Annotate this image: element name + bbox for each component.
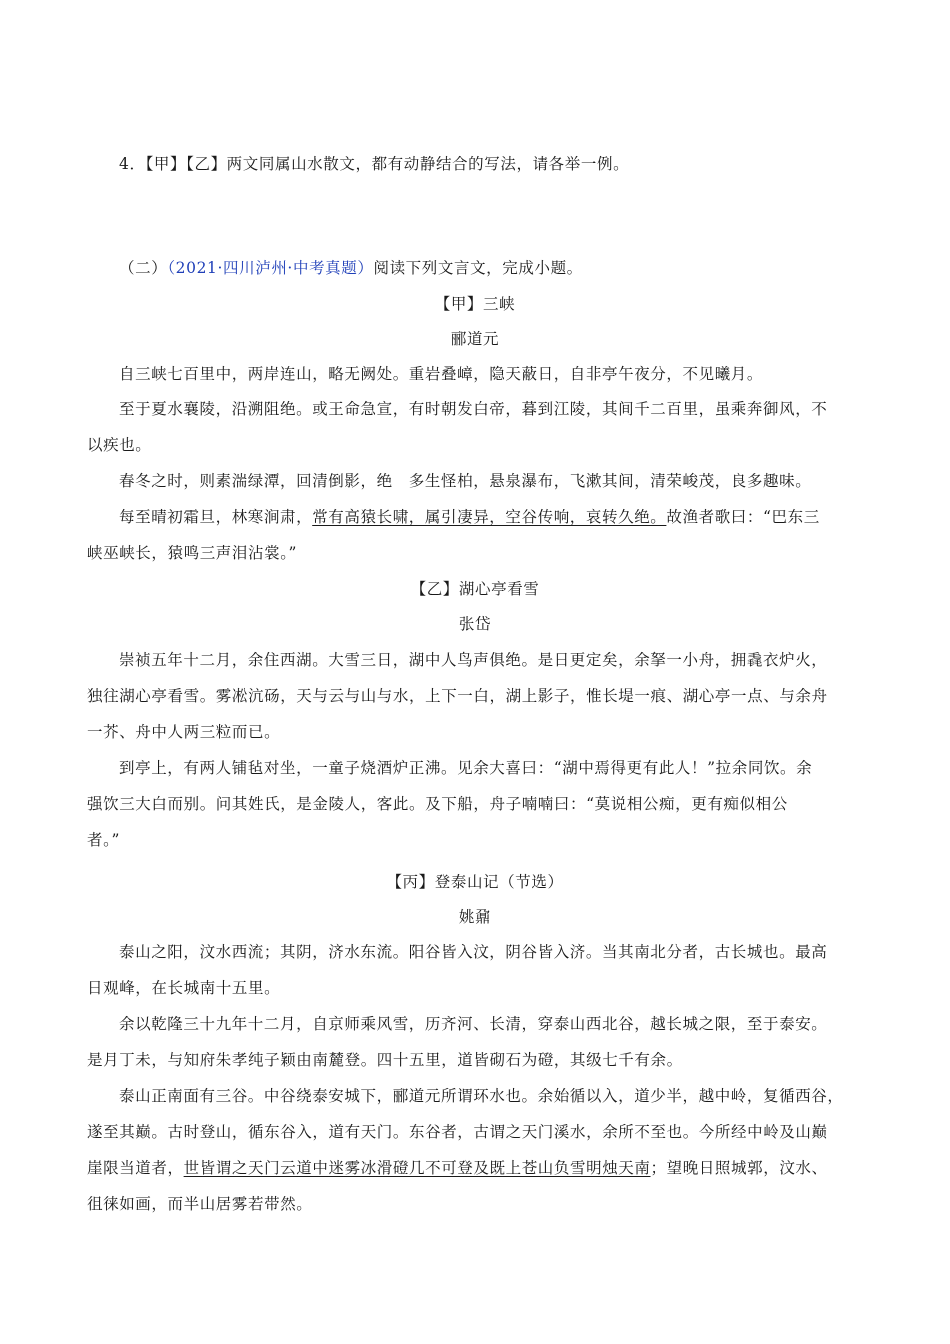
text-segment: 崖限当道者，: [87, 1159, 184, 1177]
question-number: 4．: [119, 155, 146, 173]
passage-a-title: 【甲】三峡: [434, 295, 516, 313]
passage-b-line: 到亭上，有两人铺毡对坐，一童子烧酒炉正沸。见余大喜曰：“湖中焉得更有此人！”拉余同饮。余: [119, 759, 813, 777]
text-segment: 故渔者歌曰：“巴东三: [666, 508, 820, 526]
passage-b-line: 强饮三大白而别。问其姓氏，是金陵人，客此。及下船，舟子喃喃曰：“莫说相公痴，更有痴似相公: [87, 795, 788, 813]
passage-c-line: 徂徕如画，而半山居雾若带然。: [87, 1195, 313, 1213]
section-prefix: （二）: [119, 259, 168, 277]
passage-c-line: 泰山之阳，汶水西流；其阴，济水东流。阳谷皆入汶，阴谷皆入济。当其南北分者，古长城也。最高: [119, 943, 828, 961]
text-segment: 每至晴初霜旦，林寒涧肃，: [119, 508, 313, 526]
question-4: [119, 154, 629, 174]
passage-b-line: 者。”: [87, 831, 120, 849]
passage-c-line: 遂至其巅。古时登山，循东谷入，道有天门。东谷者，古谓之天门溪水，余所不至也。今所经中岭及山巅: [87, 1123, 828, 1141]
passage-b-title: 【乙】湖心亭看雪: [410, 580, 540, 598]
source-link[interactable]: （2021·四川泸州·中考真题）: [167, 259, 374, 277]
passage-b-line: 独往湖心亭看雪。雾凇沆砀，天与云与山与水，上下一白，湖上影子，惟长堤一痕、湖心亭一点、与余舟: [87, 687, 828, 705]
passage-a-line: 以疾也。: [87, 436, 152, 454]
passage-a-line: 至于夏水襄陵，沿溯阻绝。或王命急宣，有时朝发白帝，暮到江陵，其间千二百里，虽乘奔御风，不: [119, 400, 828, 418]
text-segment: ；望晚日照城郭，汶水、: [650, 1159, 828, 1177]
passage-c-line-underlined: [87, 1158, 828, 1178]
section-instruction: 阅读下列文言文，完成小题。: [373, 259, 583, 277]
section-heading: [119, 258, 583, 278]
passage-b-author: 张岱: [458, 615, 492, 633]
passage-c-line: 日观峰，在长城南十五里。: [87, 979, 281, 997]
passage-a-line-underlined: [119, 507, 820, 527]
passage-b-line: 一芥、舟中人两三粒而已。: [87, 723, 281, 741]
passage-a-author: 郦道元: [450, 330, 500, 348]
passage-c-author: 姚鼐: [458, 908, 492, 926]
passage-b-line: 崇祯五年十二月，余住西湖。大雪三日，湖中人鸟声俱绝。是日更定矣，余拏一小舟，拥毳衣炉火，: [119, 651, 828, 669]
passage-c-line: 是月丁未，与知府朱孝纯子颖由南麓登。四十五里，道皆砌石为磴，其级七千有余。: [87, 1051, 683, 1069]
question-text: 【甲】【乙】两文同属山水散文，都有动静结合的写法，请各举一例。: [145, 155, 630, 173]
passage-a-line: 春冬之时，则素湍绿潭，回清倒影，绝 多生怪柏，悬泉瀑布，飞漱其间，清荣峻茂，良多趣味。: [119, 472, 812, 490]
passage-a-line: 自三峡七百里中，两岸连山，略无阙处。重岩叠嶂，隐天蔽日，自非亭午夜分，不见曦月。: [119, 365, 764, 383]
passage-c-title: 【丙】登泰山记（节选）: [386, 873, 564, 891]
passage-a-line: 峡巫峡长，猿鸣三声泪沾裳。”: [87, 544, 298, 562]
underlined-sentence: 世皆谓之天门云道中迷雾冰滑磴几不可登及既上苍山负雪明烛天南: [183, 1159, 651, 1177]
passage-c-line: 泰山正南面有三谷。中谷绕泰安城下，郦道元所谓环水也。余始循以入，道少半，越中岭，复循西谷，: [119, 1087, 844, 1105]
underlined-sentence: 常有高猿长啸，属引凄异，空谷传响，哀转久绝。: [312, 508, 667, 526]
passage-c-line: 余以乾隆三十九年十二月，自京师乘风雪，历齐河、长清，穿泰山西北谷，越长城之限，至于泰安。: [119, 1015, 828, 1033]
